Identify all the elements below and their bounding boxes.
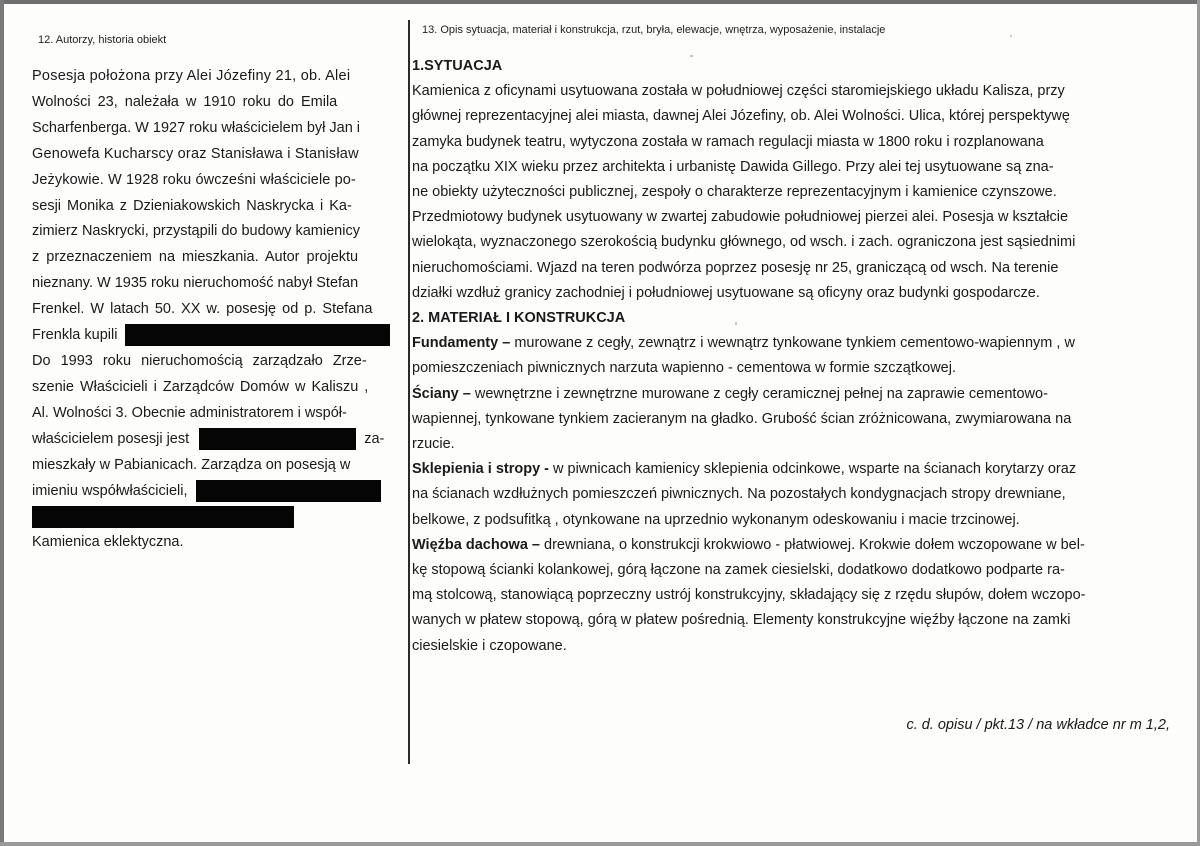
history-line-redacted: imieniu współwłaścicieli, [32, 479, 400, 505]
history-line: Posesja położona przy Alei Józefiny 21, ob. Alei [32, 68, 351, 84]
description-header: 13. Opis sytuacja, materiał i konstrukcja, rzut, bryła, elewacje, wnętrza, wyposażenie, instalacje [422, 24, 886, 36]
scan-edge-bottom [0, 842, 1200, 846]
history-line: Al. Wolności 3. Obecnie administratorem i współ- [32, 404, 347, 421]
history-closing: Kamienica eklektyczna. [32, 534, 184, 551]
scan-edge-left [0, 0, 4, 846]
sytuacja-line: ne obiekty użyteczności publicznej, zespoły o charakterze reprezentacyjnym i kamienice czynszowe. [412, 184, 1057, 201]
wiezba-line: wanych w płatew stopową, górą w płatew pośrednią. Elementy konstrukcyjne więźby łączone na zamki [412, 612, 1071, 629]
sklepienia-line: belkowe, z podsufitką , otynkowane na uprzednio wykonanym odeskowaniu i macie trzcinowej. [412, 511, 1020, 528]
sklepienia-line: na ścianach wzdłużnych pomieszczeń piwnicznych. Na pozostałych kondygnacjach stropy drewniane, [412, 486, 1066, 503]
sciany-line: wapiennej, tynkowane tynkiem zacieranym na gładko. Grubość ścian zróżnicowana, zwymiarowana na [412, 410, 1072, 427]
sciany-line: Ściany – wewnętrzne i zewnętrzne murowane z cegły ceramicznej pełnej na zaprawie cementowo- [412, 385, 1048, 402]
redaction-box [32, 506, 294, 528]
description-text [412, 54, 1182, 659]
history-line: Frenkel. W latach 50. XX w. posesję od p. Stefana [32, 301, 373, 318]
history-line-redacted: właścicielem posesji jest za- [32, 427, 400, 453]
column-divider [408, 20, 410, 764]
wiezba-line: Więźba dachowa – drewniana, o konstrukcji krokwiowo - płatwiowej. Krokwie dołem wczopowane w bel- [412, 536, 1085, 553]
sklepienia-line: Sklepienia i stropy - w piwnicach kamienicy sklepienia odcinkowe, wsparte na ścianach korytarzy oraz [412, 461, 1077, 478]
redaction-line [32, 504, 400, 530]
history-line: mieszkały w Pabianicach. Zarządza on posesją w [32, 456, 351, 473]
history-line: nieznany. W 1935 roku nieruchomość nabył Stefan [32, 275, 359, 292]
wiezba-line: ciesielskie i czopowane. [412, 637, 567, 654]
redaction-box [125, 324, 390, 346]
wiezba-line: mą stolcową, stanowiącą poprzeczny ustrój konstrukcyjny, składający się z rzędu słupów, dołem wczopo- [412, 587, 1086, 604]
sciany-line: rzucie. [412, 436, 455, 453]
scan-edge-top [0, 0, 1200, 4]
continuation-note: c. d. opisu / pkt.13 / na wkładce nr m 1,2, [906, 717, 1170, 733]
sytuacja-line: na początku XIX wieku przez architekta i urbanistę Dawida Gillego. Przy alei tej usytuowane są zna- [412, 158, 1054, 175]
history-text [32, 64, 400, 556]
fundamenty-line: pomieszczeniach piwnicznych narzuta wapienno - cementowa w formie szczątkowej. [412, 360, 956, 377]
sciany-label: Ściany – [412, 385, 471, 402]
history-line: szenie Właścicieli i Zarządców Domów w Kaliszu , [32, 378, 369, 395]
sytuacja-line: Przedmiotowy budynek usytuowany w zwartej zabudowie południowej pierzei alei. Posesja w kształcie [412, 209, 1069, 226]
history-line: Scharfenberga. W 1927 roku właścicielem był Jan i [32, 119, 361, 136]
sytuacja-line: wielokąta, wyznaczonego szerokością budynku głównego, od wsch. i zach. ograniczona jest sąsiednimi [412, 234, 1076, 251]
history-line: sesji Monika z Dzieniakowskich Naskrycka i Ka- [32, 197, 352, 214]
history-line: Wolności 23, należała w 1910 roku do Emila [32, 93, 338, 110]
sytuacja-line: zamyka budynek teatru, wytyczona została w ramach regulacji miasta w 1800 roku i rozplanowana [412, 133, 1044, 150]
history-line: Genowefa Kucharscy oraz Stanisława i Stanisław [32, 145, 359, 162]
redaction-box [196, 480, 381, 502]
sytuacja-line: nieruchomościami. Wjazd na teren podwórza poprzez posesję nr 25, graniczącą od wsch. Na terenie [412, 259, 1059, 276]
history-line-redacted: Frenkla kupili [32, 323, 400, 349]
sytuacja-line: Kamienica z oficynami usytuowana została w południowej części staromiejskiego układu Kalisza, przy [412, 83, 1065, 100]
wiezba-label: Więźba dachowa – [412, 536, 540, 553]
section-title-material: 2. MATERIAŁ I KONSTRUKCJA [412, 310, 626, 327]
sklepienia-label: Sklepienia i stropy - [412, 461, 549, 478]
section-title-sytuacja: 1.SYTUACJA [412, 58, 503, 74]
fundamenty-label: Fundamenty – [412, 335, 511, 352]
sytuacja-line: głównej reprezentacyjnej alei miasta, dawnej Alei Józefiny, ob. Alei Wolności. Ulica, której perspektywę [412, 108, 1070, 125]
history-header: 12. Autorzy, historia obiekt [38, 34, 167, 46]
history-line: Do 1993 roku nieruchomością zarządzało Zrze- [32, 352, 367, 369]
history-line: zimierz Naskrycki, przystąpili do budowy kamienicy [32, 223, 360, 240]
fundamenty-line: Fundamenty – murowane z cegły, zewnątrz i wewnątrz tynkowane tynkiem cementowo-wapiennym , w [412, 335, 1075, 352]
sytuacja-line: działki wzdłuż granicy zachodniej i południowej usytuowane są oficyny oraz budynki gospodarcze. [412, 284, 1040, 301]
history-line: Jeżykowie. W 1928 roku ówcześni właściciele po- [32, 171, 356, 188]
wiezba-line: kę stopową ścianki kolankowej, górą łączone na zamek ciesielski, dodatkowo dodatkowo podparte ra- [412, 562, 1065, 579]
history-line: z przeznaczeniem na mieszkania. Autor projektu [32, 249, 359, 266]
redaction-box [199, 428, 356, 450]
